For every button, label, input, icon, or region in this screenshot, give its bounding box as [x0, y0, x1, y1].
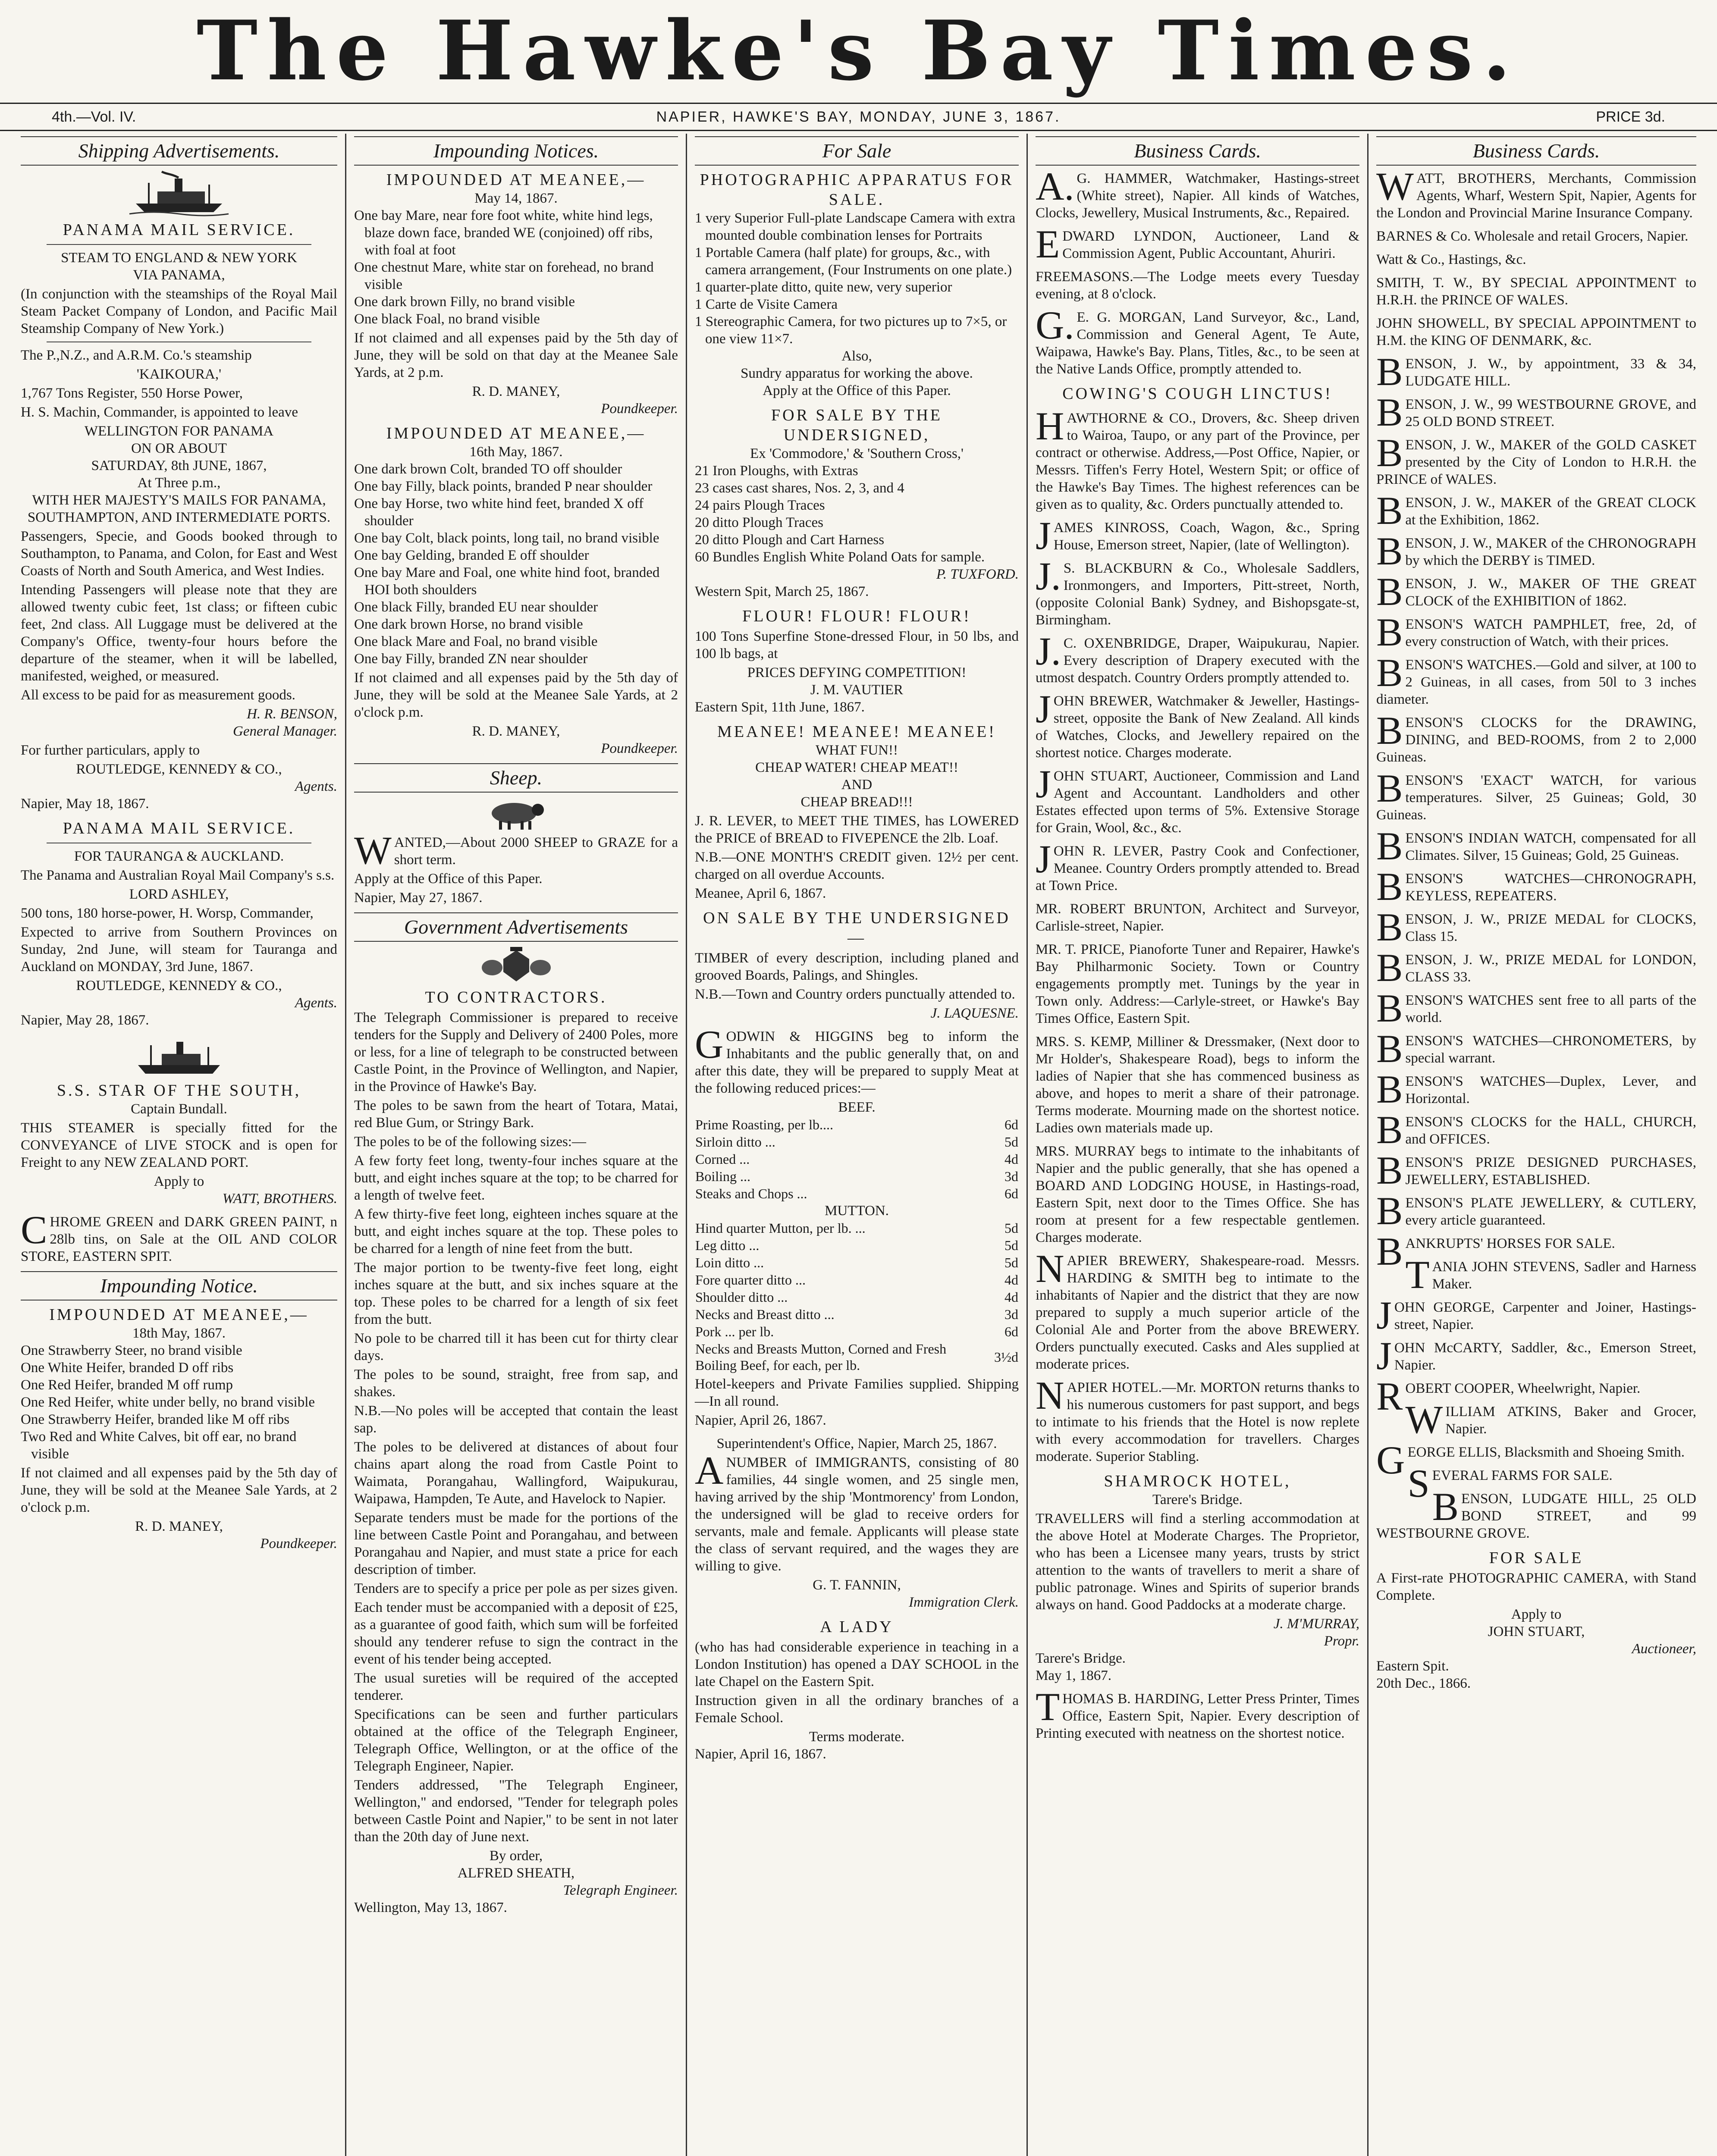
signature-title: Telegraph Engineer.	[563, 1883, 678, 1898]
chrome-green-ad	[21, 1208, 337, 1265]
business-card: MRS. MURRAY begs to intimate to the inhabitants of Napier and the public generally, that she has opened a BOARD AND LODGING HOUSE, in Hastings-road, Eastern Spit, next door to the Times Office. She has room at present for a few respectable gentlemen. Charges moderate.	[1036, 1144, 1359, 1245]
business-card: BENSON'S CLOCKS for the DRAWING, DINING, and BED-ROOMS, from 2 to 2,000 Guineas.	[1376, 708, 1696, 765]
ad-date: Western Spit, March 25, 1867.	[695, 584, 869, 599]
signature-title: Poundkeeper.	[601, 741, 678, 756]
ad-paragraph: Specifications can be seen and further particulars obtained at the office of the Telegraph Engineer, Telegraph Office, Wellington, or at the office of the Telegraph Engineer, Napier.	[354, 1707, 678, 1774]
business-card: BANKRUPTS' HORSES FOR SALE.	[1376, 1229, 1615, 1273]
apply-line: Apply at the Office of this Paper.	[763, 383, 951, 398]
ad-paragraph: Intending Passengers will please note that they are allowed twenty cubic feet, 1st class; or fifteen cubic feet, 2nd class. All Luggage must be delivered at the Company's Office, twenty-four hours before the departure of the steamer, when it will be labelled, manifested, weighed, or measured.	[21, 582, 337, 684]
list-item: 23 cases cast shares, Nos. 2, 3, and 4	[695, 480, 904, 496]
list-item: One black Mare and Foal, no brand visible	[354, 634, 598, 649]
sundry-line: Sundry apparatus for working the above.	[741, 366, 973, 381]
ad-paragraph: Passengers, Specie, and Goods booked through to Southampton, to Panama, and Colon, for East and West Coasts of North and South America, and West Indies.	[21, 529, 337, 579]
ship-tonnage: 1,767 Tons Register, 550 Horse Power,	[21, 385, 243, 401]
mutton-heading: MUTTON.	[825, 1203, 889, 1219]
table-row: Sirloin ditto ... 5d	[695, 1134, 1018, 1150]
business-card: GEORGE ELLIS, Blacksmith and Shoeing Smith.	[1376, 1438, 1685, 1482]
butcher-ad	[695, 1022, 1019, 1429]
dateline	[0, 103, 1717, 131]
signature-title: General Manager.	[233, 724, 337, 739]
list-item: 1 quarter-plate ditto, quite new, very superior	[695, 279, 952, 295]
table-row: Pork ... per lb. 6d	[695, 1324, 1018, 1339]
business-card: BENSON, J. W., PRIZE MEDAL for CLOCKS, Class 15.	[1376, 905, 1696, 949]
column-4	[1026, 134, 1367, 2156]
signature-title: Poundkeeper.	[601, 401, 678, 417]
impounded-list	[354, 207, 678, 328]
business-card: WILLIAM ATKINS, Baker and Grocer, Napier.	[1405, 1398, 1696, 1442]
business-card: BENSON, J. W., MAKER OF THE GREAT CLOCK of the EXHIBITION of 1862.	[1376, 570, 1696, 614]
business-card: BENSON, J. W., 99 WESTBOURNE GROVE, and 25 OLD BOND STREET.	[1376, 390, 1696, 434]
column-1	[13, 134, 345, 2156]
ad-date: Eastern Spit, 11th June, 1867.	[695, 699, 865, 715]
item-list	[695, 462, 1019, 566]
business-card: JOHN GEORGE, Carpenter and Joiner, Hastings-street, Napier.	[1376, 1293, 1696, 1337]
ad-heading: FLOUR! FLOUR! FLOUR!	[742, 607, 971, 625]
beef-heading: BEEF.	[838, 1100, 876, 1115]
ad-intro: The P.,N.Z., and A.R.M. Co.'s steamship	[21, 348, 252, 363]
business-card: BENSON'S WATCH PAMPHLET, free, 2d, of every construction of Watch, with their prices.	[1376, 610, 1696, 654]
terms-line: Terms moderate.	[809, 1729, 905, 1745]
agents-name: ROUTLEDGE, KENNEDY & CO.,	[76, 978, 282, 993]
list-item: One bay Gelding, branded E off shoulder	[354, 548, 589, 563]
table-row: Necks and Breast ditto ... 3d	[695, 1307, 1018, 1322]
business-card: THOMAS B. HARDING, Letter Press Printer, Times Office, Eastern Spit, Napier. Every description of Printing executed with neatness on the shortest notice.	[1036, 1685, 1359, 1741]
business-card: G.E. G. MORGAN, Land Surveyor, &c., Land, Commission and General Agent, Te Aute, Waipawa, Hawke's Bay. Plans, Titles, &c., to be seen at the Native Lands Office, promptly attended to.	[1036, 303, 1359, 377]
business-card: J.S. BLACKBURN & Co., Wholesale Saddlers, Ironmongers, and Importers, Pitt-street, North, (opposite Colonial Bank) Sydney, and Bishopsgate-st, Birmingham.	[1036, 554, 1359, 628]
impounded-list	[21, 1342, 337, 1463]
ad-paragraph: The poles to be of the following sizes:—	[354, 1134, 586, 1150]
ad-heading: A LADY	[820, 1618, 894, 1636]
business-card: HAWTHORNE & CO., Drovers, &c. Sheep driven to Wairoa, Taupo, or any part of the Province, per contract or otherwise. Address,—Post Office, Napier, or Messrs. Tiffen's Ferry Hotel, Western Spit; or office of the Hawke's Bay Times. The highest references can be given as to quality, &c. Orders punctually attended to.	[1036, 404, 1359, 512]
business-card: JOHN SHOWELL, BY SPECIAL APPOINTMENT to H.M. the KING OF DENMARK, &c.	[1376, 316, 1696, 348]
flour-ad	[695, 606, 1019, 716]
also-line: Also,	[841, 348, 872, 364]
section-heading-business-cards: Business Cards.	[1036, 136, 1359, 166]
ad-subheading: PRICES DEFYING COMPETITION!	[747, 665, 967, 680]
business-card: JOHN STUART, Auctioneer, Commission and Land Agent and Accountant. Landholders and other Estates effected upon terms of 5%. Extensive Storage for Grain, Wool, &c., &c.	[1036, 762, 1359, 836]
ad-body: Hotel-keepers and Private Families supplied. Shipping—In all round.	[695, 1376, 1019, 1409]
signature: J. LAQUESNE.	[930, 1006, 1019, 1021]
list-item: One chestnut Mare, white star on forehead, no brand visible	[354, 260, 654, 292]
ad-body: TIMBER of every description, including planed and grooved Boards, Palings, and Shingles.	[695, 950, 1019, 983]
business-card: BENSON'S PRIZE DESIGNED PURCHASES, JEWELLERY, ESTABLISHED.	[1376, 1148, 1696, 1192]
signature: R. D. MANEY,	[135, 1519, 223, 1534]
item-list	[695, 210, 1019, 348]
ad-body: Instruction given in all the ordinary branches of a Female School.	[695, 1693, 1019, 1726]
ad-date: Napier, May 18, 1867.	[21, 796, 149, 812]
business-card: Watt & Co., Hastings, &c.	[1376, 252, 1526, 267]
business-card: BENSON'S INDIAN WATCH, compensated for all Climates. Silver, 15 Guineas; Gold, 25 Guineas.	[1376, 824, 1696, 868]
list-item: One dark brown Horse, no brand visible	[354, 617, 583, 632]
business-card: NAPIER BREWERY, Shakespeare-road. Messrs. HARDING & SMITH beg to intimate to the inhabitants of Napier and the district that they are now prepared to supply a much superior article of the Colonial Ale and Porter from the above BREWERY. Orders punctually executed. Casks and Ales supplied at moderate prices.	[1036, 1247, 1359, 1372]
section-heading-impounding: Impounding Notice.	[21, 1271, 337, 1300]
ad-body: J. R. LEVER, to MEET THE TIMES, has LOWERED the PRICE of BREAD to FIVEPENCE the 2lb. Loaf.	[695, 813, 1019, 846]
undersigned-sale-ad	[695, 405, 1019, 600]
apply-line: Apply to	[1511, 1607, 1562, 1622]
contractors-ad	[354, 946, 678, 1916]
list-item: One White Heifer, branded D off ribs	[21, 1360, 234, 1376]
ad-paragraph: The poles to be delivered at distances of about four chains apart along the road from Castle Point to Waimata, Porangahau, Wallingford, Waipukurau, Waipawa, Hampden, Te Aute, and Havelock to Napier.	[354, 1439, 678, 1507]
business-card: BENSON'S WATCHES sent free to all parts of the world.	[1376, 986, 1696, 1030]
ad-paragraph: The Telegraph Commissioner is prepared to receive tenders for the Supply and Delivery of 2400 Poles, more or less, for a line of telegraph to be constructed between Castle Point, in the Province of Wellington, and Napier, in the Province of Hawke's Bay.	[354, 1010, 678, 1094]
ad-date: Meanee, April 6, 1867.	[695, 886, 826, 901]
ad-body: (In conjunction with the steamships of the Royal Mail Steam Packet Company of London, and Pacific Mail Steamship Company of New York.)	[21, 286, 337, 336]
route-line: WELLINGTON FOR PANAMA	[84, 423, 274, 439]
ad-heading: IMPOUNDED AT MEANEE,—	[386, 171, 646, 189]
timber-ad	[695, 908, 1019, 1022]
business-card: FREEMASONS.—The Lodge meets every Tuesday evening, at 8 o'clock.	[1036, 269, 1359, 302]
ad-subheading: Tarere's Bridge.	[1152, 1492, 1243, 1507]
table-row: Fore quarter ditto ... 4d	[695, 1272, 1018, 1288]
business-card: EDWARD LYNDON, Auctioneer, Land & Commission Agent, Public Accountant, Ahuriri.	[1036, 222, 1359, 266]
ad-body: CHROME GREEN and DARK GREEN PAINT, n 28lb tins, on Sale at the OIL AND COLOR STORE, EASTERN SPIT.	[21, 1208, 337, 1264]
list-item: One dark brown Filly, no brand visible	[354, 294, 575, 310]
list-item: One black Foal, no brand visible	[354, 311, 540, 327]
list-item: One Strawberry Steer, no brand visible	[21, 1343, 242, 1358]
ad-paragraph: N.B.—No poles will be accepted that contain the least sap.	[354, 1403, 678, 1436]
signature: R. D. MANEY,	[472, 724, 560, 739]
business-card: MR. T. PRICE, Pianoforte Tuner and Repairer, Hawke's Bay Philharmonic Society. Town or Country engagements promptly met. Tunings by the year in Town only. Address:—Carlyle-street, or Hawke's Bay Times Office, Eastern Spit.	[1036, 942, 1359, 1026]
business-card: BENSON, J. W., by appointment, 33 & 34, LUDGATE HILL.	[1376, 350, 1696, 394]
business-card: BENSON'S CLOCKS for the HALL, CHURCH, and OFFICES.	[1376, 1108, 1696, 1152]
business-card: A.G. HAMMER, Watchmaker, Hastings-street (White street), Napier. All kinds of Watches, Clocks, Jewellery, Musical Instruments, &c., Repaired.	[1036, 164, 1359, 221]
table-row: Prime Roasting, per lb.... 6d	[695, 1117, 1018, 1132]
section-heading-business-cards: Business Cards.	[1376, 136, 1696, 166]
signature: H. R. BENSON,	[247, 706, 337, 722]
ship-master: Captain Bundall.	[131, 1101, 227, 1117]
ad-date: Napier, May 27, 1867.	[354, 890, 483, 906]
list-item: One bay Filly, branded ZN near shoulder	[354, 651, 588, 667]
business-card: BENSON'S WATCHES—CHRONOMETERS, by special warrant.	[1376, 1027, 1696, 1071]
list-item: One bay Horse, two white hind feet, branded X off shoulder	[354, 496, 644, 529]
business-card: BENSON, J. W., PRIZE MEDAL for LONDON, CLASS 33.	[1376, 946, 1696, 990]
business-card: BENSON'S WATCHES—CHRONOGRAPH, KEYLESS, REPEATERS.	[1376, 865, 1696, 909]
ad-paragraph: The poles to be sound, straight, free from sap, and shakes.	[354, 1367, 678, 1400]
issue-date: NAPIER, HAWKE'S BAY, MONDAY, JUNE 3, 1867.	[656, 109, 1061, 125]
section-heading-for-sale: For Sale	[695, 136, 1019, 166]
panama-mail-ad-2	[21, 818, 337, 1029]
ad-paragraph: The poles to be sawn from the heart of Totara, Matai, red Blue Gum, or Stringy Bark.	[354, 1098, 678, 1131]
signature-title: Poundkeeper.	[260, 1536, 337, 1551]
ad-paragraph: All excess to be paid for as measurement goods.	[21, 687, 295, 703]
list-item: One bay Mare and Foal, one white hind foot, branded HOI both shoulders	[354, 565, 660, 598]
list-item: 20 ditto Plough Traces	[695, 515, 823, 530]
table-row: Necks and Breasts Mutton, Corned and Fresh Boiling Beef, for each, per lb. 3½d	[695, 1341, 1018, 1373]
list-item: 20 ditto Plough and Cart Harness	[695, 532, 885, 548]
ad-body: (who has had considerable experience in teaching in a London Institution) has opened a DAY SCHOOL in the late Chapel on the Eastern Spit.	[695, 1639, 1019, 1689]
mutton-price-table	[695, 1219, 1019, 1323]
business-card: SMITH, T. W., BY SPECIAL APPOINTMENT to H.R.H. the PRINCE OF WALES.	[1376, 275, 1696, 308]
impounded-notice-1	[354, 170, 678, 417]
business-card: SEVERAL FARMS FOR SALE.	[1407, 1461, 1613, 1505]
panama-mail-ad	[21, 170, 337, 812]
ad-body: ANUMBER of IMMIGRANTS, consisting of 80 families, 44 single women, and 25 single men, having arrived by the ship 'Montmorency' from London, the undersigned will be glad to receive orders for servants, male and female. Applicants will please state the class of servant required, and the wages they are willing to give.	[695, 1448, 1019, 1574]
ship-master: H. S. Machin, Commander, is appointed to leave	[21, 404, 298, 420]
ad-heading: SHAMROCK HOTEL,	[1104, 1472, 1291, 1490]
business-card: WATT, BROTHERS, Merchants, Commission Agents, Wharf, Western Spit, Napier, Agents for the London and Provincial Marine Insurance Company.	[1376, 164, 1696, 221]
ad-paragraph: No pole to be charred till it has been cut for thirty clear days.	[354, 1331, 678, 1363]
pork-price-table	[695, 1323, 1019, 1374]
list-item: 1 Portable Camera (half plate) for groups, &c., with camera arrangement, (Four Instruments on one plate.)	[695, 245, 1012, 278]
business-card: JOHN McCARTY, Saddler, &c., Emerson Street, Napier.	[1376, 1334, 1696, 1378]
ad-heading: PHOTOGRAPHIC APPARATUS FOR SALE.	[700, 171, 1014, 209]
section-heading-sheep: Sheep.	[354, 763, 678, 793]
departure-day: SATURDAY, 8th JUNE, 1867,	[91, 458, 267, 473]
table-row: Steaks and Chops ... 6d	[695, 1186, 1018, 1201]
list-item: Two Red and White Calves, bit off ear, no brand visible	[21, 1429, 297, 1462]
list-item: 24 pairs Plough Traces	[695, 498, 825, 513]
table-row: Hind quarter Mutton, per lb. ... 5d	[695, 1220, 1018, 1236]
issue-price: PRICE 3d.	[1596, 109, 1665, 125]
ad-body: THIS STEAMER is specially fitted for the CONVEYANCE of LIVE STOCK and is open for Freight to any NEW ZEALAND PORT.	[21, 1120, 337, 1170]
signature: J. M. VAUTIER	[810, 682, 904, 698]
ad-subheading: CHEAP BREAD!!!	[800, 794, 913, 810]
ad-body: If not claimed and all expenses paid by the 5th day of June, they will be sold on that day at the Meanee Sale Yards, at 2 p.m.	[354, 330, 678, 380]
ad-body: A First-rate PHOTOGRAPHIC CAMERA, with Stand Complete.	[1376, 1570, 1696, 1603]
signature: ALFRED SHEATH,	[457, 1865, 575, 1881]
ad-heading: PANAMA MAIL SERVICE.	[63, 819, 295, 837]
business-card: BENSON, J. W., MAKER of the GOLD CASKET presented by the City of London to H.R.H. the PRINCE of WALES.	[1376, 431, 1696, 487]
ad-paragraph: Tenders addressed, "The Telegraph Engineer, Wellington," and endorsed, "Tender for telegraph poles between Castle Point and Napier," to be sent in not later than the 20th day of June next.	[354, 1777, 678, 1845]
signature: P. TUXFORD.	[936, 567, 1019, 582]
notice-date: 18th May, 1867.	[132, 1326, 226, 1341]
day-school-ad	[695, 1617, 1019, 1763]
column-2	[345, 134, 686, 2156]
ad-heading: ON SALE BY THE UNDERSIGNED—	[703, 909, 1011, 947]
ad-date: May 1, 1867.	[1036, 1668, 1111, 1683]
royal-arms-icon	[477, 946, 555, 985]
volume-number: 4th.—Vol. IV.	[52, 109, 136, 125]
mails-line: WITH HER MAJESTY'S MAILS FOR PANAMA, SOUTHAMPTON, AND INTERMEDIATE PORTS.	[27, 492, 331, 525]
table-row: Corned ... 4d	[695, 1151, 1018, 1167]
ad-body: TRAVELLERS will find a sterling accommodation at the above Hotel at Moderate Charges. The Proprietor, who has been a Licensee many years, trusts by strict attention to the wants of travellers to merit a share of public patronage. Wines and Spirits of superior brands always on hand. Good Paddocks at a moderate charge.	[1036, 1511, 1359, 1613]
notice-date: May 14, 1867.	[474, 191, 558, 206]
business-card: BENSON'S WATCHES.—Gold and silver, at 100 to 2 Guineas, in all cases, from 50l to 3 inches diameter.	[1376, 651, 1696, 707]
section-heading-impounding: Impounding Notices.	[354, 136, 678, 166]
divider	[47, 244, 311, 245]
ad-heading: IMPOUNDED AT MEANEE,—	[49, 1306, 309, 1324]
list-item: 1 Stereographic Camera, for two pictures up to 7×5, or one view 11×7.	[695, 314, 1007, 347]
agents-title: Agents.	[295, 995, 337, 1011]
business-card: BENSON'S WATCHES—Duplex, Lever, and Horizontal.	[1376, 1067, 1696, 1111]
ad-place: Eastern Spit.	[1376, 1658, 1449, 1674]
list-item: One Red Heifer, white under belly, no brand visible	[21, 1395, 315, 1410]
shamrock-hotel-ad	[1036, 1471, 1359, 1684]
ad-paragraph: A few thirty-five feet long, eighteen inches square at the butt, and eight inches square at the top. These poles to be charred for a length of nine feet from the butt.	[354, 1206, 678, 1257]
ad-heading: S.S. STAR OF THE SOUTH,	[57, 1081, 301, 1100]
agents-name: ROUTLEDGE, KENNEDY & CO.,	[76, 761, 282, 777]
business-card: BENSON'S 'EXACT' WATCH, for various temperatures. Silver, 25 Guineas; Gold, 30 Guineas.	[1376, 766, 1696, 823]
ad-subheading: CHEAP WATER! CHEAP MEAT!!	[755, 760, 958, 775]
signature-title: Propr.	[1324, 1633, 1359, 1649]
ad-paragraph: Expected to arrive from Southern Provinces on Sunday, 2nd June, will steam for Tauranga and Auckland on MONDAY, 3rd June, 1867.	[21, 924, 337, 975]
ad-body: If not claimed and all expenses paid by the 5th day of June, they will be sold at the Meanee Sale Yards, at 2 o'clock p.m.	[354, 670, 678, 720]
ad-body: GODWIN & HIGGINS beg to inform the Inhabitants and the public generally that, on and after this date, they will be prepared to supply Meat at the following reduced prices:—	[695, 1022, 1019, 1096]
signature: JOHN STUART,	[1488, 1624, 1585, 1639]
list-item: 1 very Superior Full-plate Landscape Camera with extra mounted double combination lenses for Portraits	[695, 210, 1016, 243]
list-item: One bay Filly, black points, branded P near shoulder	[354, 479, 653, 494]
business-card: BENSON, LUDGATE HILL, 25 OLD BOND STREET, and 99 WESTBOURNE GROVE.	[1376, 1485, 1696, 1541]
ad-heading: IMPOUNDED AT MEANEE,—	[386, 424, 646, 442]
business-card: JOHN R. LEVER, Pastry Cook and Confectioner, Meanee. Country Orders promptly attended to. Bread at Town Price.	[1036, 837, 1359, 893]
departure-time: At Three p.m.,	[137, 475, 221, 491]
ad-subheading: Ex 'Commodore,' & 'Southern Cross,'	[750, 446, 964, 461]
ad-body: N.B.—ONE MONTH'S CREDIT given. 12½ per cent. charged on all overdue Accounts.	[695, 849, 1019, 882]
business-card: BENSON, J. W., MAKER of the CHRONOGRAPH by which the DERBY is TIMED.	[1376, 529, 1696, 573]
list-item: One bay Mare, near fore foot white, white hind legs, blaze down face, branded WE (conjoined) off ribs, with foal at foot	[354, 208, 653, 258]
ad-body: If not claimed and all expenses paid by the 5th day of June, they will be sold at the Meanee Sale Yards, at 2 o'clock p.m.	[21, 1465, 337, 1515]
ad-heading: FOR SALE BY THE UNDERSIGNED,	[771, 406, 942, 444]
impounded-list	[354, 461, 678, 667]
business-card: JOHN BREWER, Watchmaker & Jeweller, Hastings-street, opposite the Bank of New Zealand. All kinds of Watches, Clocks, and Jewellery repaired on the shortest notice. Charges moderate.	[1036, 687, 1359, 761]
signature: R. D. MANEY,	[472, 384, 560, 399]
ad-paragraph: A few forty feet long, twenty-four inches square at the butt, and eight inches square at the top; to be charred for a length of twelve feet.	[354, 1153, 678, 1203]
business-card: NAPIER HOTEL.—Mr. MORTON returns thanks to his numerous customers for past support, and begs to intimate to his friends that the Hotel is now replete with every accommodation for travellers. Charges moderate. Superior Stabling.	[1036, 1373, 1359, 1464]
star-of-the-south-ad	[21, 1035, 337, 1207]
route-line: STEAM TO ENGLAND & NEW YORK	[61, 250, 297, 266]
newspaper-title: The Hawke's Bay Times.	[196, 3, 1521, 99]
ad-heading: TO CONTRACTORS.	[425, 988, 607, 1006]
notice-date: 16th May, 1867.	[469, 444, 563, 460]
ad-paragraph: Separate tenders must be made for the portions of the line between Castle Point and Porangahau, and between Porangahau and Napier, and must state a price for each description of timber.	[354, 1510, 678, 1577]
ad-place: Tarere's Bridge.	[1036, 1651, 1126, 1666]
list-item: 60 Bundles English White Poland Oats for sample.	[695, 549, 985, 565]
ad-paragraph: The usual sureties will be required of the accepted tenderer.	[354, 1670, 678, 1703]
route-on: ON OR ABOUT	[131, 441, 227, 456]
table-row: Leg ditto ... 5d	[695, 1238, 1018, 1253]
ad-intro: The Panama and Australian Royal Mail Company's s.s.	[21, 868, 335, 883]
ad-date: Napier, May 28, 1867.	[21, 1012, 149, 1028]
masthead	[0, 0, 1717, 99]
table-row: Loin ditto ... 5d	[695, 1255, 1018, 1270]
signature: J. M'MURRAY,	[1273, 1616, 1359, 1632]
steamship-icon	[132, 1035, 226, 1078]
ad-heading: WANTED,—About 2000 SHEEP to GRAZE for a short term.	[354, 828, 678, 872]
ad-body: N.B.—Town and Country orders punctually attended to.	[695, 987, 1015, 1002]
impounded-notice-3	[21, 1305, 337, 1552]
section-heading-shipping: Shipping Advertisements.	[21, 136, 337, 166]
business-card: BENSON, J. W., MAKER of the GREAT CLOCK at the Exhibition, 1862.	[1376, 489, 1696, 533]
table-row: Shoulder ditto ... 4d	[695, 1289, 1018, 1305]
column-5	[1367, 134, 1704, 2156]
agents-name: WATT, BROTHERS.	[222, 1191, 337, 1206]
apply-line: Apply to	[154, 1174, 204, 1189]
signature-title: Auctioneer,	[1632, 1641, 1696, 1657]
sheep-icon	[482, 797, 551, 831]
list-item: One Red Heifer, branded M off rump	[21, 1377, 233, 1393]
list-item: One dark brown Colt, branded TO off shoulder	[354, 461, 622, 477]
section-heading-government: Government Advertisements	[354, 912, 678, 942]
list-item: One black Filly, branded EU near shoulder	[354, 599, 598, 615]
route-line: FOR TAURANGA & AUCKLAND.	[74, 849, 284, 864]
business-card: J.C. OXENBRIDGE, Draper, Waipukurau, Napier. Every description of Drapery executed with the utmost despatch. Country Orders promptly attended to.	[1036, 629, 1359, 686]
photographic-apparatus-ad	[695, 170, 1019, 399]
business-card: ROBERT COOPER, Wheelwright, Napier.	[1376, 1374, 1641, 1418]
ad-paragraph: The major portion to be twenty-five feet long, eight inches square at the butt, and six inches square at the top. These poles to be charred for a length of six feet from the butt.	[354, 1260, 678, 1327]
business-card: COWING'S COUGH LINCTUS!	[1062, 385, 1333, 403]
table-row: Boiling ... 3d	[695, 1169, 1018, 1184]
ad-date: 20th Dec., 1866.	[1376, 1676, 1471, 1691]
ad-date: Wellington, May 13, 1867.	[354, 1900, 507, 1915]
ad-heading: FOR SALE	[1489, 1549, 1584, 1567]
ad-paragraph: For further particulars, apply to	[21, 743, 200, 758]
steamship-icon	[127, 170, 231, 217]
route-via: VIA PANAMA,	[133, 267, 225, 283]
ship-tonnage: 500 tons, 180 horse-power, H. Worsp, Commander,	[21, 906, 314, 921]
list-item: 1 Carte de Visite Camera	[695, 297, 838, 312]
ad-subheading: Superintendent's Office, Napier, March 25, 1867.	[716, 1436, 997, 1451]
ad-heading: PANAMA MAIL SERVICE.	[63, 221, 295, 239]
business-card: TANIA JOHN STEVENS, Sadler and Harness Maker.	[1405, 1253, 1696, 1297]
beef-price-table	[695, 1116, 1019, 1202]
immigrants-ad	[695, 1435, 1019, 1611]
ad-paragraph: Tenders are to specify a price per pole as per sizes given.	[354, 1581, 678, 1596]
ad-date: Napier, April 26, 1867.	[695, 1413, 826, 1428]
business-card: MRS. S. KEMP, Milliner & Dressmaker, (Next door to Mr Holder's, Shakespeare Road), begs to inform the ladies of Napier that she has commenced business as above, and hopes to merit a share of their patronage. Terms moderate. Mourning made on the shortest notice. Ladies own materials made up.	[1036, 1034, 1359, 1136]
business-card: MR. ROBERT BRUNTON, Architect and Surveyor, Carlisle-street, Napier.	[1036, 901, 1359, 934]
agents-title: Agents.	[295, 779, 337, 794]
camera-sale-ad	[1376, 1548, 1696, 1692]
list-item: One bay Colt, black points, long tail, no brand visible	[354, 530, 659, 546]
business-card: JAMES KINROSS, Coach, Wagon, &c., Spring House, Emerson street, Napier, (late of Wellington).	[1036, 514, 1359, 558]
ad-paragraph: Each tender must be accompanied with a deposit of £25, as a guarantee of good faith, which sum will be forfeited should any tenderer refuse to sign the contract in the event of his tender being accepted.	[354, 1600, 678, 1667]
ad-date: Napier, April 16, 1867.	[695, 1746, 826, 1762]
business-card: BARNES & Co. Wholesale and retail Grocers, Napier.	[1376, 229, 1689, 244]
signature: G. T. FANNIN,	[813, 1577, 901, 1593]
ad-heading: MEANEE! MEANEE! MEANEE!	[717, 723, 996, 741]
meanee-bread-ad	[695, 722, 1019, 902]
ad-body: Apply at the Office of this Paper.	[354, 871, 543, 887]
sheep-grazing-ad	[354, 797, 678, 906]
impounded-notice-2	[354, 423, 678, 757]
list-item: 21 Iron Ploughs, with Extras	[695, 463, 858, 479]
list-item: One Strawberry Heifer, branded like M off ribs	[21, 1412, 290, 1427]
column-3	[686, 134, 1026, 2156]
business-card: BENSON'S PLATE JEWELLERY, & CUTLERY, every article guaranteed.	[1376, 1189, 1696, 1233]
ship-name: 'KAIKOURA,'	[136, 367, 222, 382]
ad-body: 100 Tons Superfine Stone-dressed Flour, in 50 lbs, and 100 lb bags, at	[695, 629, 1019, 661]
ad-subheading: WHAT FUN!!	[816, 743, 898, 758]
ad-subheading: AND	[841, 777, 873, 793]
ship-name: LORD ASHLEY,	[129, 887, 229, 902]
signature-title: Immigration Clerk.	[909, 1595, 1019, 1610]
by-order: By order,	[489, 1848, 543, 1864]
